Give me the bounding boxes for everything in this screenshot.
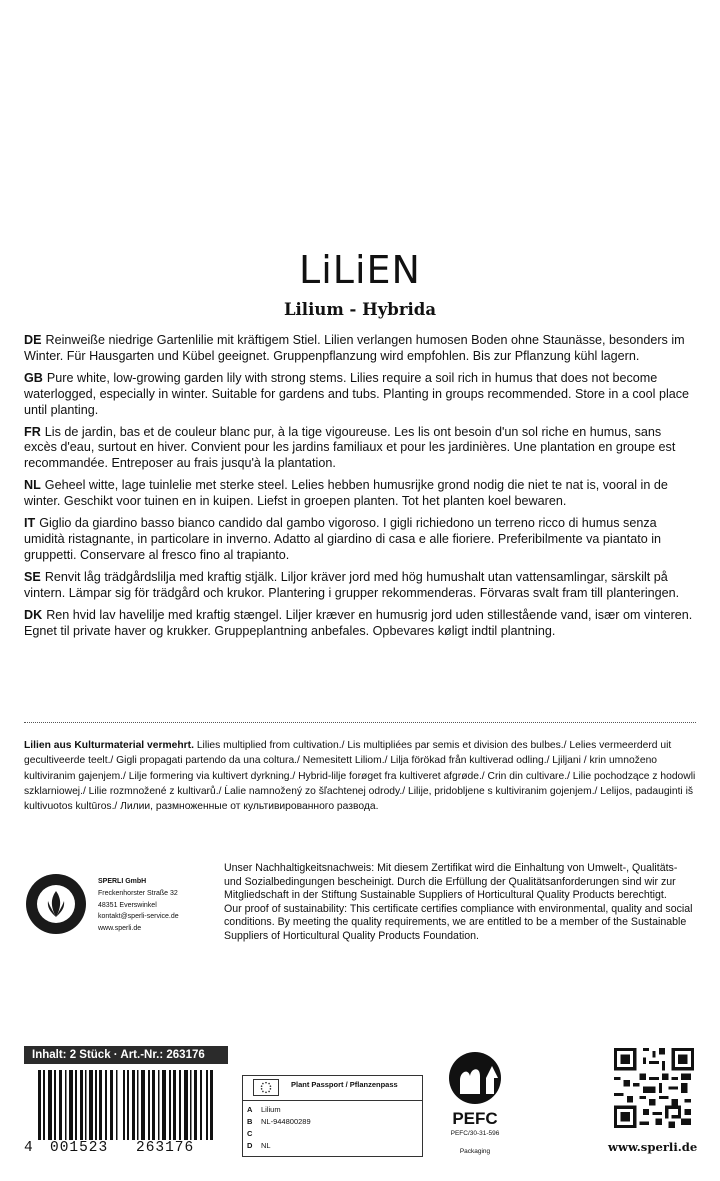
company-street: Freckenhorster Straße 32 <box>98 889 178 897</box>
company-name: SPERLI GmbH <box>98 878 147 885</box>
pefc-logo-icon <box>440 1050 510 1130</box>
barcode-digits-left: 001523 <box>50 1140 109 1156</box>
description-gb <box>24 371 696 419</box>
language-code: GB <box>24 370 43 385</box>
row-key: A <box>247 1105 253 1114</box>
barcode-digit-prefix: 4 <box>24 1140 34 1156</box>
company-web: www.sperli.de <box>98 925 142 933</box>
row-value: Lilium <box>261 1105 281 1114</box>
language-code: SE <box>24 569 41 584</box>
description-fr <box>24 425 696 473</box>
product-title: LiLiEN <box>299 248 421 292</box>
content-article-label: Inhalt: 2 Stück · Art.-Nr.: 263176 <box>24 1046 228 1064</box>
language-code: DK <box>24 607 43 622</box>
language-code: FR <box>24 424 41 439</box>
language-descriptions <box>24 333 696 645</box>
description-text: Renvit låg trädgårdslilja med kraftig stjälk. Liljor kräver jord med hög humushalt utan vattensamlingar, särskilt på vintern. Lämpar sig för trädgård och krukor. Plantering i grupper rekommenderas. Förvaras svalt fram till planteringen. <box>24 569 680 600</box>
company-city: 48351 Everswinkel <box>98 901 157 909</box>
propagation-text: Lilies multiplied from cultivation./ Lis multipliées par semis et division des bulbes./ Lelies vermeerderd uit gecultiveerde teelt./ Gigli propagati partendo da una coltura./ Nemesitett Liliom./ Lilja förökad från kultiverad odling./ Ljiljani / krin umnoženo kultiviranim gajenjem./ Lilje formering via kultivert dyrkning./ Hybrid-lilje forøget fra kultiveret afgrøde./ Crin din cultivare./ Lilie pochodzące z hodowli szklarniowej./ Lilie rozmnožené z kultivarů./ Ĺalie namnožený zo šľachtenej odrody./ Lilije, pridobljene s kultiviranim gojenjem./ Lelijos, padauginti iš kultivuotos kultūros./ Лилии, размноженные от культивированного развода. <box>24 740 696 813</box>
sustainable-supplier-seal-icon <box>25 873 87 935</box>
description-text: Lis de jardin, bas et de couleur blanc pur, à la tige vigoureuse. Les lis ont besoin d'un sol riche en humus, sans excès d'eau, surtout en hiver. Convient pour les jardins familiaux et pour les jardinières. Une plantation en groupe est recommandée. Entreposer au frais jusqu'à la plantation. <box>24 424 676 471</box>
language-code: NL <box>24 478 41 493</box>
company-email: kontakt@sperli-service.de <box>98 913 179 921</box>
row-key: D <box>247 1141 253 1150</box>
dotted-divider <box>24 722 696 723</box>
row-key: C <box>247 1129 253 1138</box>
sustainability-de: Unser Nachhaltigkeitsnachweis: Mit diesem Zertifikat wird die Einhaltung von Umwelt-, Qualitäts- und Sozialbedingungen bescheinigt. Durch die Erfüllung der Qualitätsanforderungen sind wir zur Mitgliedschaft in der Stiftung Sustainable Suppliers of Horticultural Quality Products berechtigt. <box>224 862 678 902</box>
plant-passport-row <box>247 1128 418 1140</box>
description-text: Pure white, low-growing garden lily with strong stems. Lilies require a soil rich in humus that does not become waterlogged, especially in winter. Suitable for gardens and tubs. Planting in groups recommended. Store in a cool place until planting. <box>24 370 690 417</box>
product-subtitle: Lilium - Hybrida <box>283 300 437 319</box>
pefc-packaging: Packaging <box>459 1148 491 1155</box>
row-key: B <box>247 1117 253 1126</box>
description-nl <box>24 478 696 510</box>
pefc-label: PEFC <box>452 1109 498 1128</box>
plant-passport <box>242 1075 423 1157</box>
propagation-note <box>24 738 696 814</box>
description-se <box>24 570 696 602</box>
row-value: NL <box>261 1141 271 1150</box>
plant-passport-row <box>247 1140 418 1152</box>
description-text: Giglio da giardino basso bianco candido dal gambo vigoroso. I gigli richiedono un terreno ricco di humus senza umidità ristagnante, in particolare in inverno. Adatto al giardino di casa e alle fioriere. Preferibilmente va piantato in gruppetti. Conservare al fresco fino al trapianto. <box>24 516 662 562</box>
description-text: Ren hvid lav havelilje med kraftig stængel. Liljer kræver en humusrig jord uden stillestående vand, især om vinteren. Egnet til private haver og krukker. Gruppeplantning anbefales. Opbevares køligt indtil plantning. <box>24 607 693 638</box>
description-text: Reinweiße niedrige Gartenlilie mit kräftigem Stiel. Lilien verlangen humosen Boden ohne Staunässe, besonders im Winter. Für Hausgarten und Kübel geeignet. Gruppenpflanzung wird empfohlen. Bis zur Pflanzung kühl lagern. <box>24 333 685 363</box>
sustainability-en: Our proof of sustainability: This certificate certifies compliance with environmental, quality and social conditions. By meeting the quality requirements, we are entitled to be a member of the Sustainable Suppliers of Horticultural Quality Products Foundation. <box>224 902 693 942</box>
language-code: DE <box>24 333 42 347</box>
plant-passport-rows <box>247 1104 418 1152</box>
plant-passport-row <box>247 1116 418 1128</box>
row-value: NL-944800289 <box>261 1117 311 1126</box>
sustainability-statement <box>224 862 696 944</box>
plant-passport-header <box>243 1076 422 1101</box>
qr-code-icon <box>614 1048 694 1128</box>
plant-passport-title: Plant Passport / Pflanzenpass <box>291 1080 398 1089</box>
barcode-digits <box>24 1140 228 1156</box>
description-text: Geheel witte, lage tuinlelie met sterke steel. Lelies hebben humusrijke grond nodig die niet te nat is, vooral in de winter. Geschikt voor tuinen en in kuipen. Liefst in groepen planten. Tot het planten koel bewaren. <box>24 478 668 509</box>
barcode-digits-right: 263176 <box>136 1140 195 1156</box>
company-address <box>98 876 179 935</box>
language-code: IT <box>24 516 36 531</box>
description-dk <box>24 608 696 640</box>
description-it <box>24 516 696 564</box>
footer-url[interactable]: www.sperli.de <box>608 1140 698 1154</box>
propagation-lead: Lilien aus Kulturmaterial vermehrt. <box>24 740 194 751</box>
plant-passport-row <box>247 1104 418 1116</box>
eu-flag-icon <box>253 1079 279 1096</box>
description-de <box>24 333 696 365</box>
pefc-code: PEFC/30-31-596 <box>450 1130 500 1137</box>
